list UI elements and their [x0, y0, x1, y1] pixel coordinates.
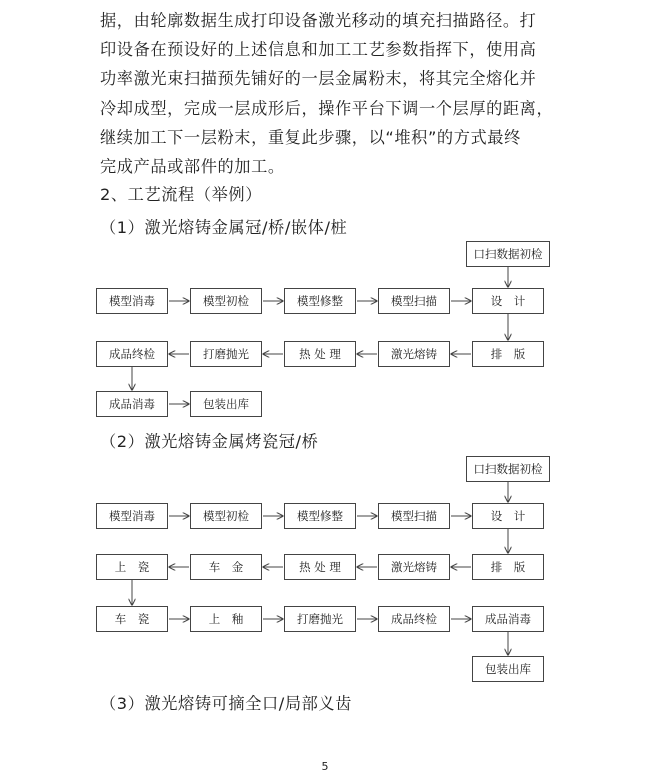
flow1-box-laser-cast: 激光熔铸 — [378, 341, 450, 367]
paragraph-line: 冷却成型，完成一层成形后，操作平台下调一个层厚的距离， — [100, 98, 554, 118]
flow2-box-metal-turn: 车 金 — [190, 554, 262, 580]
flow1-box-pack: 包装出库 — [190, 391, 262, 417]
flow2-title: （2）激光熔铸金属烤瓷冠/桥 — [100, 432, 319, 451]
flow2-box-heat-treat: 热 处 理 — [284, 554, 356, 580]
flow2-box-laser-cast: 激光熔铸 — [378, 554, 450, 580]
flow1-box-scan-check: 口扫数据初检 — [466, 241, 550, 267]
flow2-box-scan-check: 口扫数据初检 — [466, 456, 550, 482]
flow2-box-product-disinfect: 成品消毒 — [472, 606, 544, 632]
flow1-box-model-check: 模型初检 — [190, 288, 262, 314]
section-title: 2、工艺流程（举例） — [100, 185, 262, 204]
paragraph-line: 据，由轮廓数据生成打印设备激光移动的填充扫描路径。打 — [100, 11, 537, 30]
flow1-box-model-disinfect: 模型消毒 — [96, 288, 168, 314]
flow1-box-product-disinfect: 成品消毒 — [96, 391, 168, 417]
flow2-box-polish: 打磨抛光 — [284, 606, 356, 632]
flow3-title: （3）激光熔铸可摘全口/局部义齿 — [100, 694, 352, 713]
paragraph-line: 功率激光束扫描预先铺好的一层金属粉末，将其完全熔化并 — [100, 69, 537, 89]
flow2-box-layout: 排 版 — [472, 554, 544, 580]
flow2-box-porcelain: 上 瓷 — [96, 554, 168, 580]
paragraph-line: 完成产品或部件的加工。 — [100, 157, 285, 177]
flow1-box-final-check: 成品终检 — [96, 341, 168, 367]
flow1-box-polish: 打磨抛光 — [190, 341, 262, 367]
flow1-box-model-trim: 模型修整 — [284, 288, 356, 314]
flow1-title: （1）激光熔铸金属冠/桥/嵌体/桩 — [100, 218, 348, 237]
flow2-box-porcelain-turn: 车 瓷 — [96, 606, 168, 632]
flow1-box-model-scan: 模型扫描 — [378, 288, 450, 314]
paragraph-line: 印设备在预设好的上述信息和加工工艺参数指挥下，使用高 — [100, 40, 537, 60]
paragraph-line: 继续加工下一层粉末，重复此步骤，以“堆积”的方式最终 — [100, 127, 521, 147]
flow2-box-model-check: 模型初检 — [190, 503, 262, 529]
flow1-box-design: 设 计 — [472, 288, 544, 314]
flow2-box-final-check: 成品终检 — [378, 606, 450, 632]
flow2-box-model-scan: 模型扫描 — [378, 503, 450, 529]
flow1-box-layout: 排 版 — [472, 341, 544, 367]
flow2-box-model-trim: 模型修整 — [284, 503, 356, 529]
flow2-box-model-disinfect: 模型消毒 — [96, 503, 168, 529]
flow2-box-pack: 包装出库 — [472, 656, 544, 682]
flow1-box-heat-treat: 热 处 理 — [284, 341, 356, 367]
flow2-box-design: 设 计 — [472, 503, 544, 529]
page-number: 5 — [321, 760, 329, 773]
flow2-box-glaze: 上 釉 — [190, 606, 262, 632]
